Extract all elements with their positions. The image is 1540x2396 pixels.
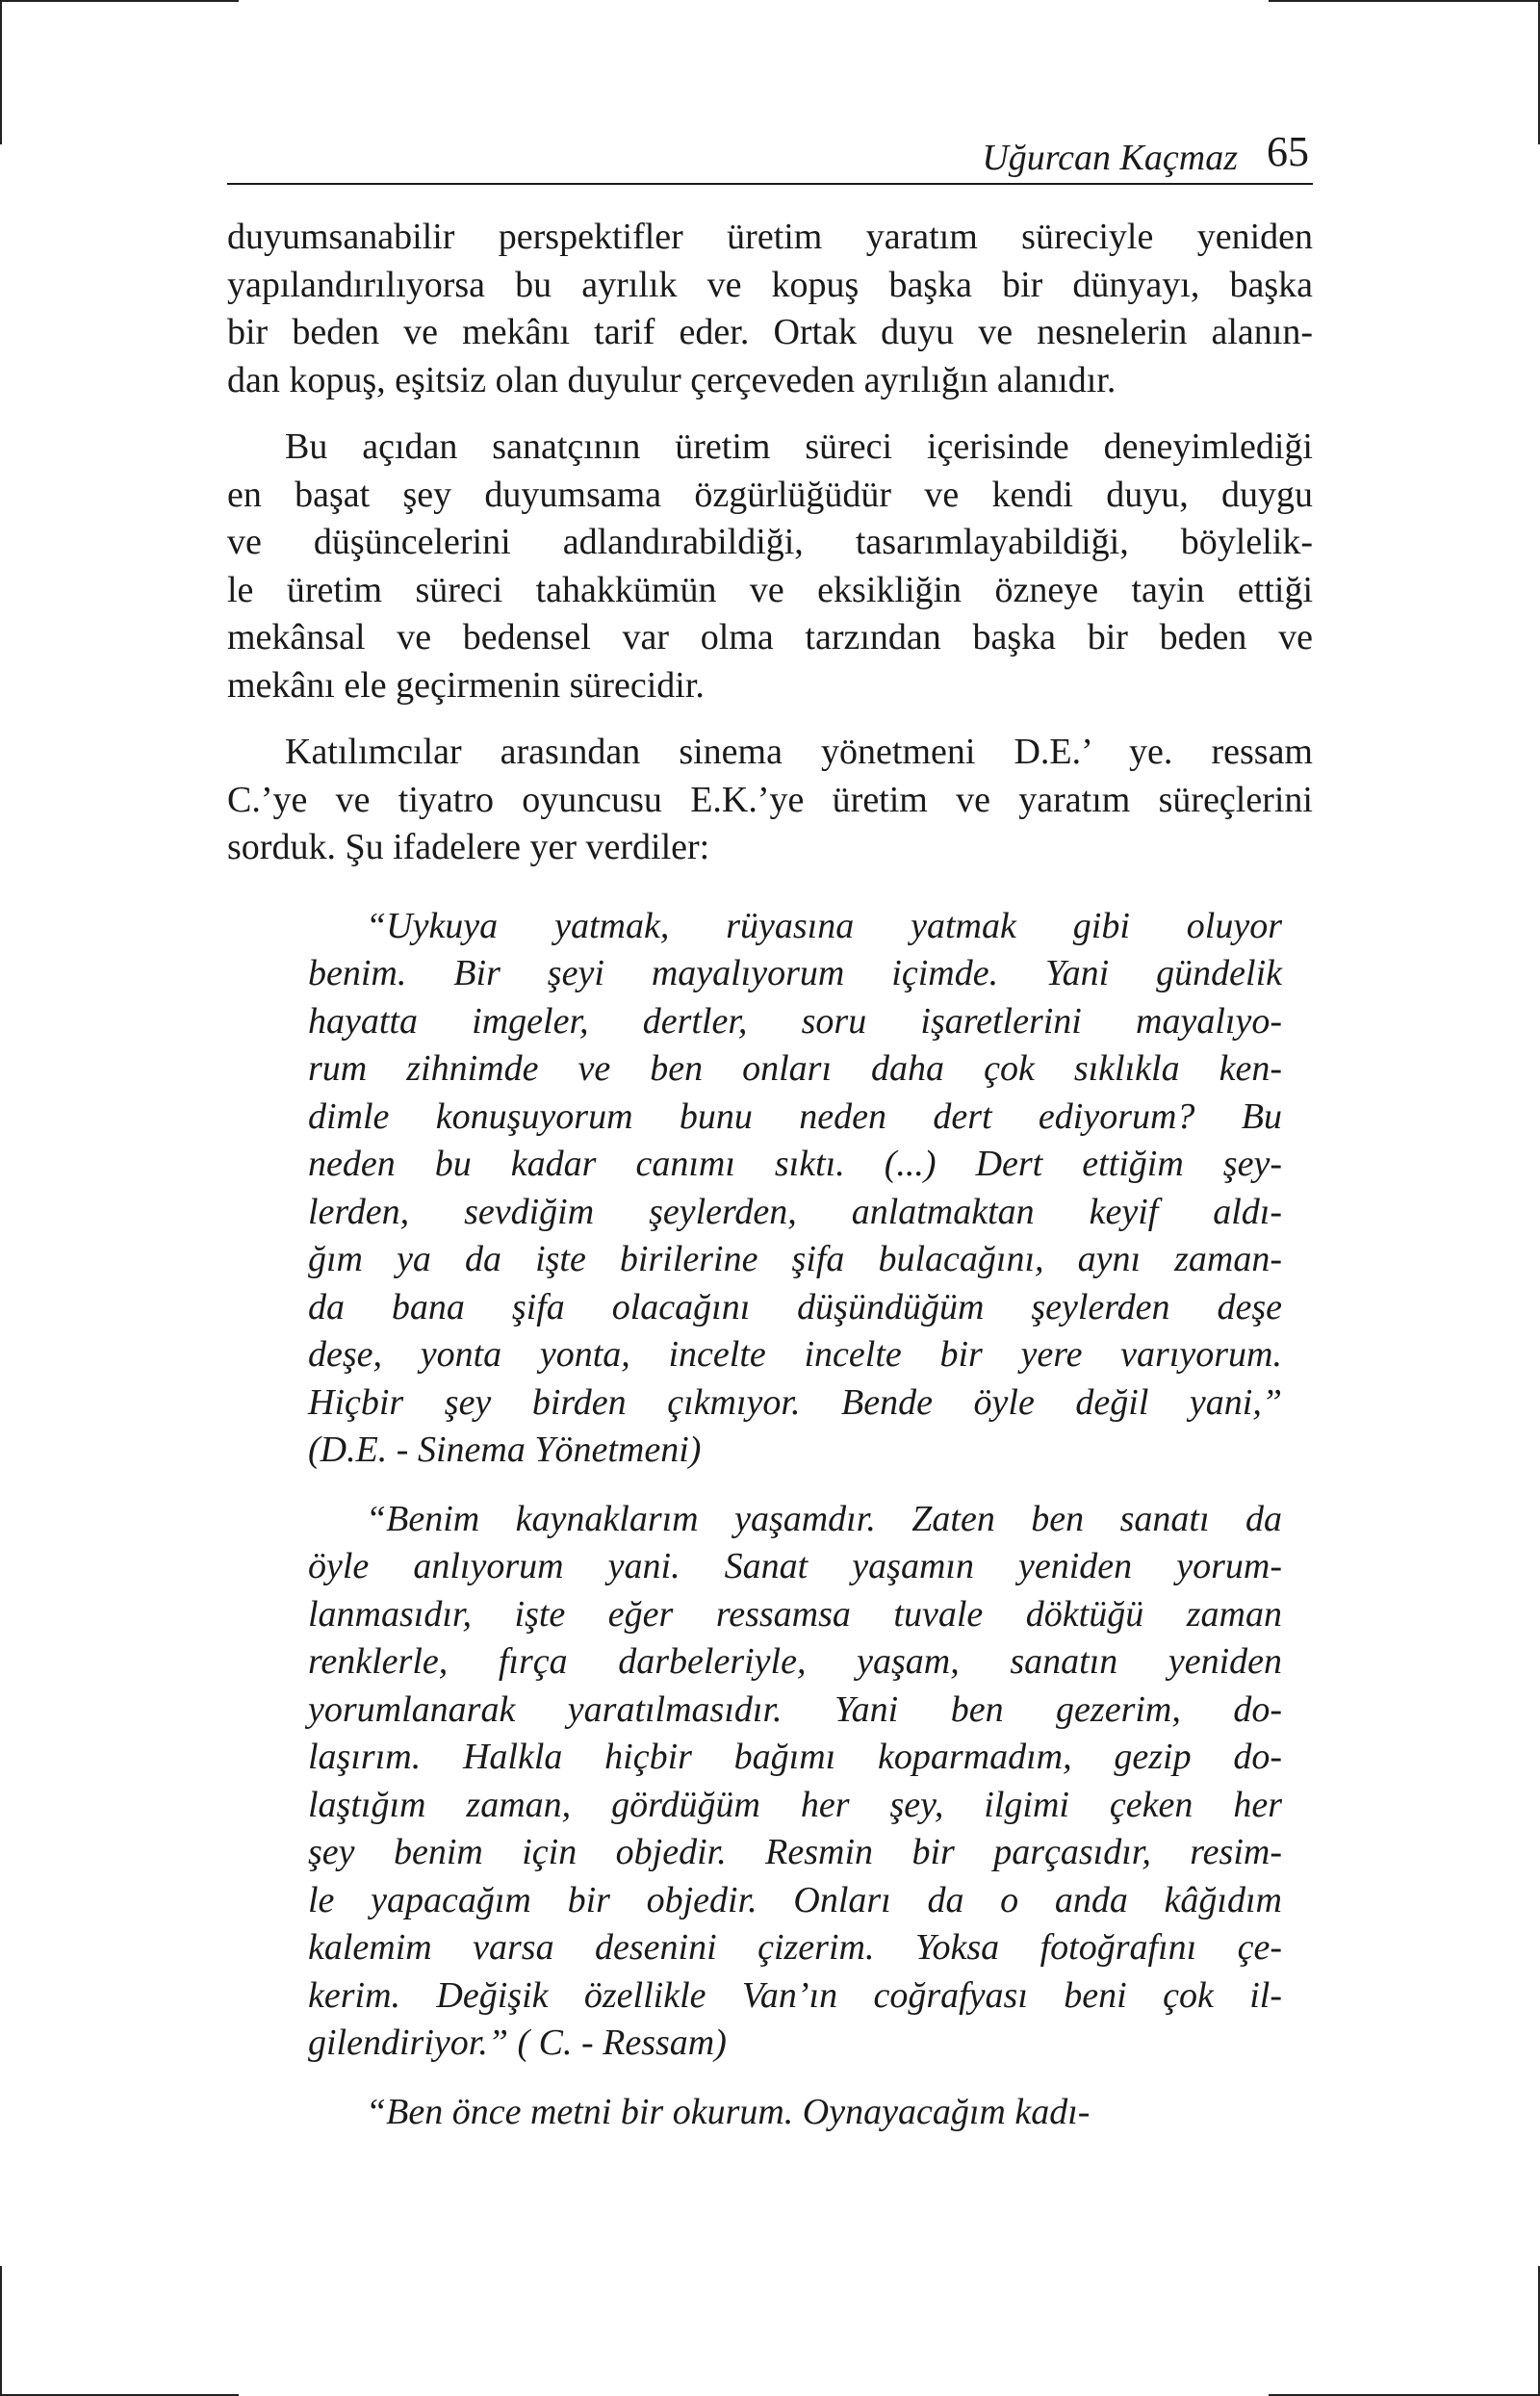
text-line: yapılandırılıyorsa bu ayrılık ve kopuş başka bir dünyayı, başka bbox=[227, 264, 1313, 305]
quote-line: yorumlanarak yaratılmasıdır. Yani ben gezerim, do- bbox=[308, 1688, 1282, 1730]
quote-line: laştığım zaman, gördüğüm her şey, ilgimi çeken her bbox=[308, 1784, 1282, 1825]
quote-line: lanmasıdır, işte eğer ressamsa tuvale döktüğü zaman bbox=[308, 1593, 1282, 1635]
quote-line: ğım ya da işte birilerine şifa bulacağını, aynı zaman- bbox=[308, 1239, 1282, 1279]
header-author: Uğurcan Kaçmaz bbox=[982, 138, 1238, 178]
quote-line: laşırım. Halkla hiçbir bağımı koparmadım, gezip do- bbox=[308, 1737, 1282, 1777]
text-line: C.’ye ve tiyatro oyuncusu E.K.’ye üretim ve yaratım süreçlerini bbox=[227, 779, 1313, 820]
quote-line: deşe, yonta yonta, incelte incelte bir yere varıyorum. bbox=[308, 1334, 1282, 1375]
page-number: 65 bbox=[1267, 128, 1309, 175]
quote-line: “Uykuya yatmak, rüyasına yatmak gibi oluyor bbox=[366, 905, 1282, 946]
quote-line: da bana şifa olacağını düşündüğüm şeylerden deşe bbox=[308, 1286, 1282, 1327]
quote-line: kerim. Değişik özellikle Van’ın coğrafyası beni çok il- bbox=[308, 1974, 1282, 2016]
text-line: ve düşüncelerini adlandırabildiği, tasarımlayabildiği, böylelik- bbox=[227, 522, 1313, 562]
quote-actor bbox=[308, 2089, 1282, 2137]
text-line: Bu açıdan sanatçının üretim süreci içerisinde deneyimlediği bbox=[285, 426, 1313, 467]
quote-line: benim. Bir şeyi mayalıyorum içimde. Yani gündelik bbox=[308, 953, 1282, 993]
quote-line: öyle anlıyorum yani. Sanat yaşamın yeniden yorum- bbox=[308, 1546, 1282, 1586]
text-line: le üretim süreci tahakkümün ve eksikliğin özneye tayin ettiği bbox=[227, 569, 1313, 610]
quote-painter bbox=[308, 1496, 1282, 2068]
quote-line: dimle konuşuyorum bunu neden dert ediyorum? Bu bbox=[308, 1095, 1282, 1137]
text-line: dan kopuş, eşitsiz olan duyulur çerçeveden ayrılığın alanıdır. bbox=[227, 359, 1116, 400]
text-line: mekânı ele geçirmenin sürecidir. bbox=[227, 664, 705, 706]
quote-line: le yapacağım bir objedir. Onları da o anda kâğıdım bbox=[308, 1879, 1282, 1920]
quote-line: rum zihnimde ve ben onları daha çok sıklıkla ken- bbox=[308, 1048, 1282, 1089]
quote-line: kalemim varsa desenini çizerim. Yoksa fotoğrafını çe- bbox=[308, 1927, 1282, 1968]
quote-line: neden bu kadar canımı sıktı. (...) Dert ettiğim şey- bbox=[308, 1144, 1282, 1184]
paragraph-1 bbox=[227, 214, 1313, 404]
text-line: mekânsal ve bedensel var olma tarzından başka bir beden ve bbox=[227, 617, 1313, 657]
text-line: sorduk. Şu ifadelere yer verdiler: bbox=[227, 827, 710, 867]
text-line: Katılımcılar arasından sinema yönetmeni D.E.’ ye. ressam bbox=[285, 732, 1313, 772]
crop-mark-top-right-h bbox=[1269, 0, 1540, 2]
running-header bbox=[227, 128, 1313, 185]
quote-attribution: (D.E. - Sinema Yönetmeni) bbox=[308, 1430, 702, 1470]
text-line: en başat şey duyumsama özgürlüğüdür ve kendi duyu, duygu bbox=[227, 474, 1313, 515]
quote-director bbox=[308, 903, 1282, 1475]
quote-block bbox=[308, 903, 1282, 2137]
quote-line: lerden, sevdiğim şeylerden, anlatmaktan keyif aldı- bbox=[308, 1191, 1282, 1232]
page-body bbox=[227, 214, 1313, 2157]
text-line: bir beden ve mekânı tarif eder. Ortak duyu ve nesnelerin alanın- bbox=[227, 312, 1313, 352]
quote-line: “Ben önce metni bir okurum. Oynayacağım kadı- bbox=[366, 2091, 1091, 2132]
crop-mark-bottom-left-v bbox=[0, 2266, 2, 2396]
quote-line: şey benim için objedir. Resmin bir parçasıdır, resim- bbox=[308, 1832, 1282, 1872]
quote-line: Hiçbir şey birden çıkmıyor. Bende öyle değil yani,” bbox=[308, 1381, 1282, 1423]
quote-line: hayatta imgeler, dertler, soru işaretlerini mayalıyo- bbox=[308, 1000, 1282, 1042]
quote-line: renklerle, fırça darbeleriyle, yaşam, sanatın yeniden bbox=[308, 1641, 1282, 1682]
text-line: duyumsanabilir perspektifler üretim yaratım süreciyle yeniden bbox=[227, 217, 1313, 257]
paragraph-2 bbox=[227, 424, 1313, 709]
quote-line: gilendiriyor.” ( C. - Ressam) bbox=[308, 2022, 727, 2063]
paragraph-3 bbox=[227, 729, 1313, 872]
crop-mark-top-left-v bbox=[0, 0, 2, 144]
crop-mark-top-left-h bbox=[0, 0, 239, 2]
quote-line: “Benim kaynaklarım yaşamdır. Zaten ben sanatı da bbox=[366, 1498, 1282, 1539]
